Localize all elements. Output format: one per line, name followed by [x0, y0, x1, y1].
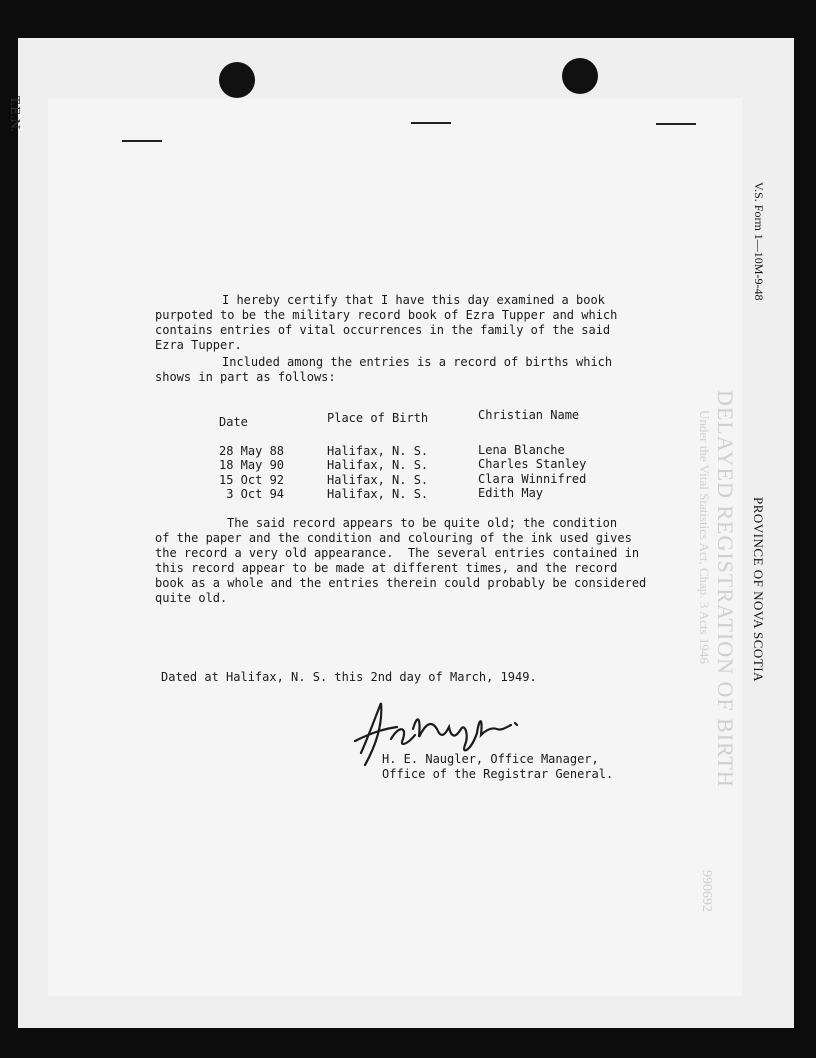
condition-paragraph [155, 516, 646, 606]
table-cell: Halifax, N. S. [327, 487, 429, 501]
signatory-name: H. E. Naugler, Office Manager, [382, 752, 599, 766]
table-header-place: Place of Birth [327, 411, 429, 425]
table-cell: Halifax, N. S. [327, 472, 429, 487]
bleed-through-title: DELAYED REGISTRATION OF BIRTH [713, 390, 738, 788]
table-cell: Edith May [478, 486, 544, 500]
entries-intro-paragraph [155, 355, 612, 385]
margin-handwritten-note: T.E.N. [8, 96, 22, 133]
sheet-edge-mark [122, 140, 162, 142]
text-line: quite old. [155, 591, 228, 605]
text-line: Ezra Tupper. [155, 338, 242, 352]
text-line: I hereby certify that I have this day examined a book [222, 293, 605, 307]
table-cell: Charles Stanley [478, 457, 587, 471]
text-line: this record appear to be made at different times, and the record [155, 561, 618, 575]
bleed-through-number: 990692 [699, 870, 714, 912]
table-cell: 28 May 88 [219, 443, 285, 458]
bleed-through-act-line: Under the Vital Statistics Act, Chap. 3 Acts 1946 [697, 410, 712, 664]
table-cell: Halifax, N. S. [327, 458, 429, 472]
punch-hole-right [562, 58, 598, 94]
text-line: contains entries of vital occurrences in the family of the said [155, 323, 611, 337]
signatory-office: Office of the Registrar General. [382, 767, 614, 781]
column-date [219, 415, 284, 502]
form-number: V.S. Form 1—10M-9-48 [752, 182, 766, 301]
text-line: The said record appears to be quite old; the condition [227, 516, 618, 530]
text-line: Included among the entries is a record of births which [222, 355, 613, 369]
table-cell: 18 May 90 [219, 458, 285, 472]
table-header-date: Date [219, 415, 248, 429]
sheet-edge-mark [411, 122, 451, 124]
column-christian-name [478, 408, 586, 501]
signatory-block [382, 752, 613, 782]
text-line: the record a very old appearance. The several entries contained in [155, 546, 640, 560]
punch-hole-left [219, 62, 255, 98]
text-line: of the paper and the condition and colouring of the ink used gives [155, 531, 632, 545]
table-cell: Halifax, N. S. [327, 443, 429, 458]
sheet-edge-mark [656, 123, 696, 125]
table-cell: Clara Winnifred [478, 471, 587, 486]
text-line: purpoted to be the military record book of Ezra Tupper and which [155, 308, 618, 322]
dated-line: Dated at Halifax, N. S. this 2nd day of March, 1949. [161, 670, 537, 684]
table-cell: Lena Blanche [478, 442, 565, 457]
table-cell: 3 Oct 94 [219, 487, 285, 501]
column-place-of-birth [327, 411, 428, 502]
table-header-name: Christian Name [478, 408, 580, 422]
province-heading: PROVINCE OF NOVA SCOTIA [751, 497, 766, 682]
table-cell: 15 Oct 92 [219, 472, 285, 487]
text-line: book as a whole and the entries therein could probably be considered [155, 576, 647, 590]
certification-paragraph [155, 293, 617, 353]
text-line: shows in part as follows: [155, 370, 336, 384]
